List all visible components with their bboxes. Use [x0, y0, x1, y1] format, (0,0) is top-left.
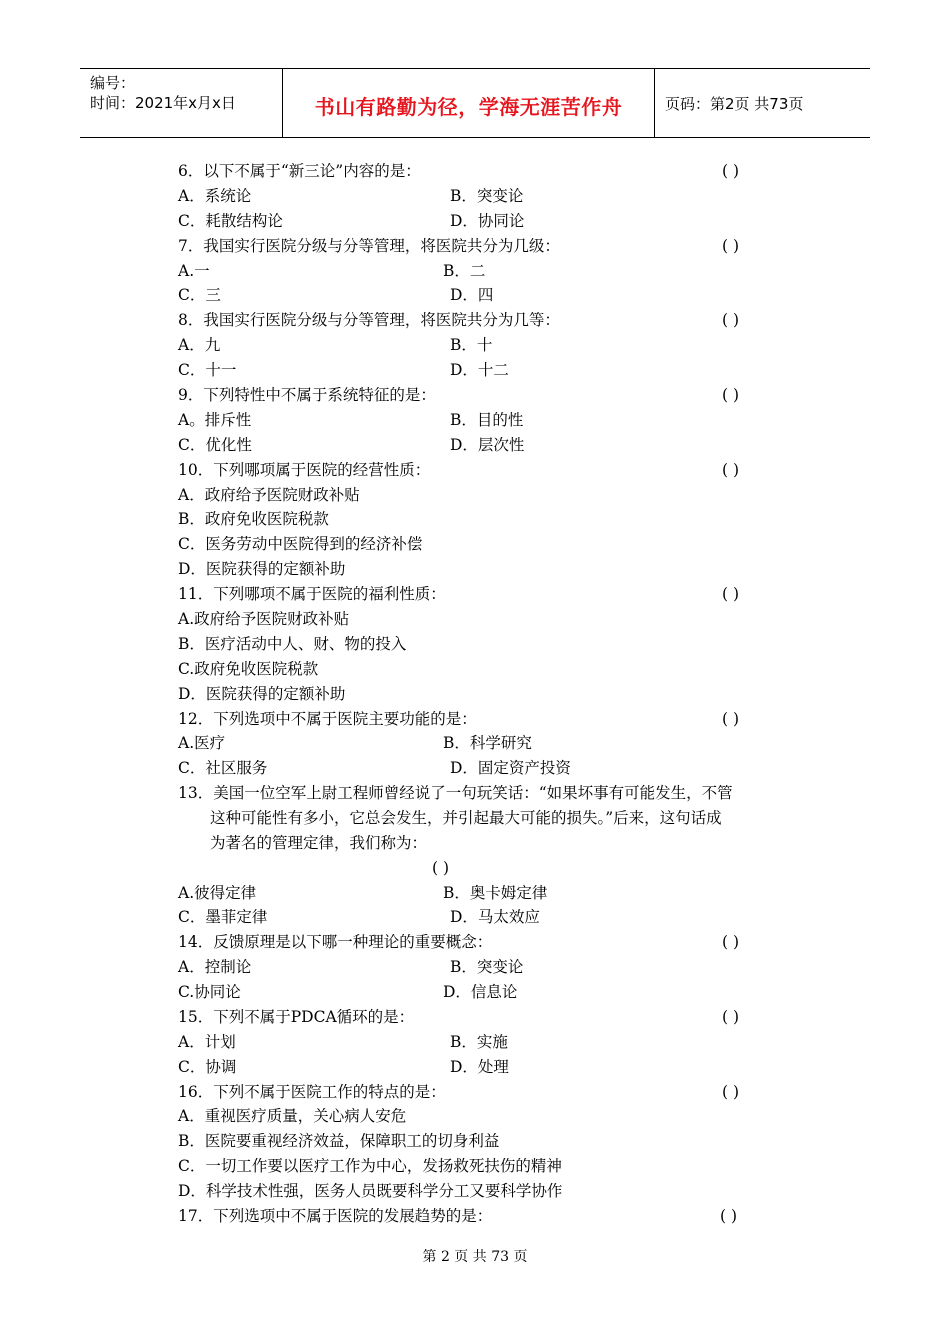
answer-blank-7: ( ) [722, 237, 740, 255]
question-stem-7: 7．我国实行医院分级与分等管理，将医院共分为几级： [178, 237, 560, 255]
question-stem-17: 17．下列选项中不属于医院的发展趋势的是： [178, 1207, 493, 1225]
option-10c: C．医务劳动中医院得到的经济补偿 [178, 535, 423, 553]
option-12a: A.医疗 [178, 734, 226, 752]
question-stem-13-line1: 13．美国一位空军上尉工程师曾经说了一句玩笑话：“如果坏事有可能发生，不管 [178, 784, 733, 802]
answer-blank-9: ( ) [722, 386, 740, 404]
option-14d: D．信息论 [443, 983, 518, 1001]
option-11d: D．医院获得的定额补助 [178, 685, 346, 703]
answer-blank-12: ( ) [722, 710, 740, 728]
answer-blank-16: ( ) [722, 1083, 740, 1101]
question-stem-13-line3: 为著名的管理定律，我们称为： [210, 834, 428, 852]
option-13c: C．墨菲定律 [178, 908, 268, 926]
option-10b: B．政府免收医院税款 [178, 510, 329, 528]
option-14c: C.协同论 [178, 983, 241, 1001]
option-8c: C．十一 [178, 361, 237, 379]
option-13a: A.彼得定律 [178, 884, 257, 902]
option-12d: D．固定资产投资 [450, 759, 571, 777]
option-7a: A.一 [178, 262, 210, 280]
number-label: 编号： [90, 74, 136, 92]
option-13d: D．马太效应 [450, 908, 540, 926]
option-16d: D．科学技术性强，医务人员既要科学分工又要科学协作 [178, 1182, 563, 1200]
option-6a: A．系统论 [178, 187, 252, 205]
date-label: 时间：2021年x月x日 [90, 94, 236, 112]
option-12c: C．社区服务 [178, 759, 268, 777]
option-12b: B．科学研究 [443, 734, 532, 752]
question-stem-10: 10．下列哪项属于医院的经营性质： [178, 461, 431, 479]
option-9b: B．目的性 [450, 411, 524, 429]
question-stem-14: 14．反馈原理是以下哪一种理论的重要概念： [178, 933, 493, 951]
option-15b: B．实施 [450, 1033, 508, 1051]
option-7c: C．三 [178, 286, 221, 304]
question-stem-11: 11．下列哪项不属于医院的福利性质： [178, 585, 446, 603]
option-16b: B．医院要重视经济效益，保障职工的切身利益 [178, 1132, 500, 1150]
question-stem-16: 16．下列不属于医院工作的特点的是： [178, 1083, 446, 1101]
document-header [80, 68, 870, 138]
option-6c: C．耗散结构论 [178, 212, 283, 230]
answer-blank-6: ( ) [722, 162, 740, 180]
answer-blank-10: ( ) [722, 461, 740, 479]
answer-blank-11: ( ) [722, 585, 740, 603]
answer-blank-15: ( ) [722, 1008, 740, 1026]
page-info: 页码：第2页 共73页 [665, 95, 804, 113]
option-15d: D．处理 [450, 1058, 509, 1076]
question-stem-13-line2: 这种可能性有多小，它总会发生，并引起最大可能的损失。”后来，这句话成 [210, 809, 722, 827]
question-stem-6: 6．以下不属于“新三论”内容的是： [178, 162, 421, 180]
option-11a: A.政府给予医院财政补贴 [178, 610, 350, 628]
answer-blank-8: ( ) [722, 311, 740, 329]
option-10d: D．医院获得的定额补助 [178, 560, 346, 578]
option-16a: A．重视医疗质量，关心病人安危 [178, 1107, 407, 1125]
option-7b: B．二 [443, 262, 486, 280]
option-16c: C．一切工作要以医疗工作为中心，发扬救死扶伤的精神 [178, 1157, 562, 1175]
header-motto-cell [283, 69, 655, 137]
option-9c: C．优化性 [178, 436, 252, 454]
option-15a: A．计划 [178, 1033, 236, 1051]
option-8d: D．十二 [450, 361, 509, 379]
question-stem-12: 12．下列选项中不属于医院主要功能的是： [178, 710, 477, 728]
option-15c: C．协调 [178, 1058, 237, 1076]
question-stem-9: 9．下列特性中不属于系统特征的是： [178, 386, 436, 404]
motto: 书山有路勤为径，学海无涯苦作舟 [314, 95, 623, 119]
page-footer: 第 2 页 共 73 页 [422, 1249, 528, 1265]
option-6d: D．协同论 [450, 212, 525, 230]
option-7d: D．四 [450, 286, 494, 304]
question-stem-8: 8．我国实行医院分级与分等管理，将医院共分为几等： [178, 311, 560, 329]
answer-blank-17: ( ) [720, 1207, 738, 1225]
header-page-cell [655, 69, 870, 137]
question-stem-15: 15．下列不属于PDCA循环的是： [178, 1008, 415, 1026]
answer-blank-14: ( ) [722, 933, 740, 951]
option-8a: A．九 [178, 336, 221, 354]
header-meta-cell [80, 69, 283, 137]
option-11b: B．医疗活动中人、财、物的投入 [178, 635, 407, 653]
option-14a: A．控制论 [178, 958, 252, 976]
option-8b: B．十 [450, 336, 493, 354]
option-13b: B．奥卡姆定律 [443, 884, 548, 902]
option-6b: B．突变论 [450, 187, 524, 205]
option-9d: D．层次性 [450, 436, 525, 454]
option-14b: B．突变论 [450, 958, 524, 976]
option-10a: A．政府给予医院财政补贴 [178, 486, 360, 504]
answer-blank-13: ( ) [432, 859, 450, 877]
option-11c: C.政府免收医院税款 [178, 660, 319, 678]
option-9a: A。排斥性 [178, 411, 252, 429]
